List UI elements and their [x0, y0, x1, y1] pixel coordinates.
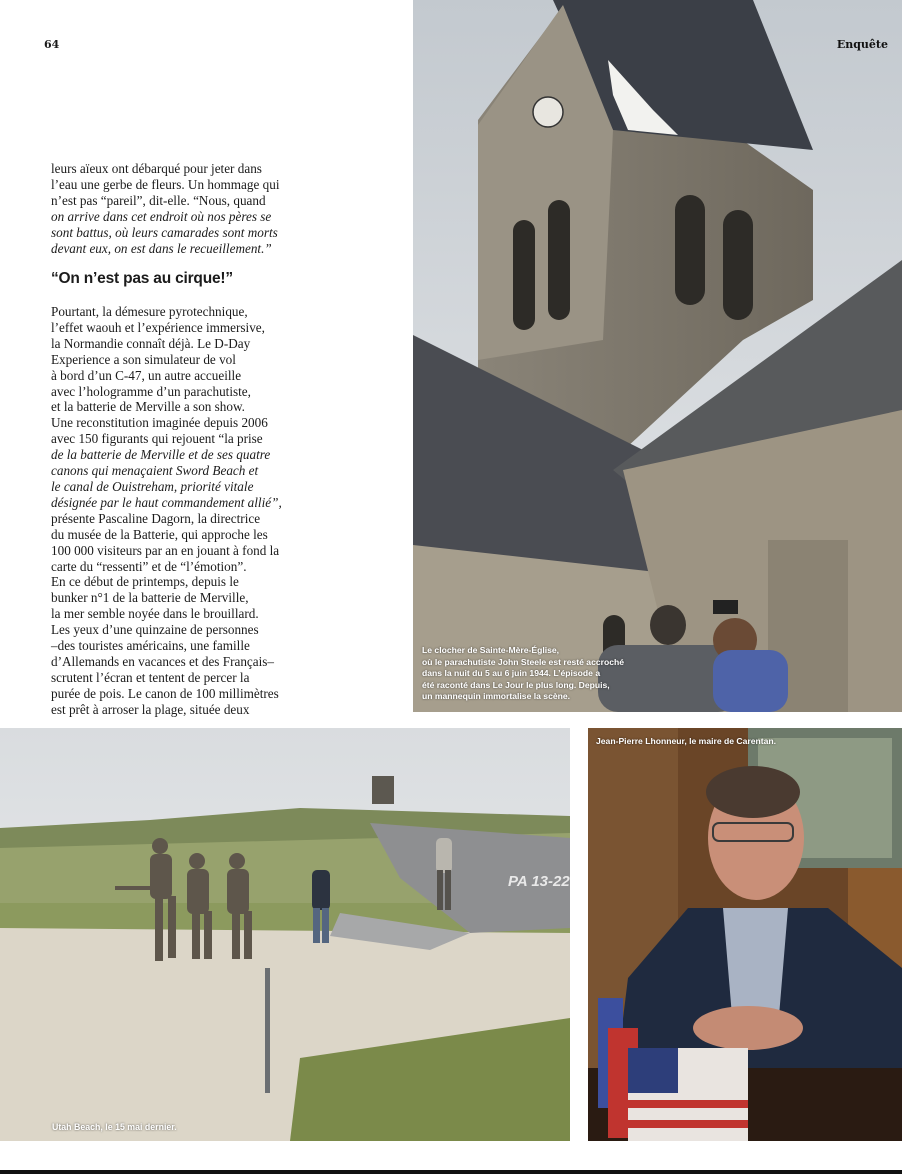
text-line: le canal de Ouistreham, priorité vitale	[51, 478, 254, 494]
page-bottom-rule	[0, 1170, 902, 1174]
photo-church-steeple	[413, 0, 902, 712]
text-line: Pourtant, la démesure pyrotechnique,	[51, 304, 248, 319]
text-line: Experience a son simulateur de vol	[51, 351, 236, 367]
text-line: devant eux, on est dans le recueillement.”	[51, 240, 272, 256]
caption-beach: Utah Beach, le 15 mai dernier.	[52, 1122, 177, 1132]
caption-line: où le parachutiste John Steele est resté accroché	[422, 656, 625, 667]
text-line: présente Pascaline Dagorn, la directrice	[51, 510, 261, 526]
caption-line: dans la nuit du 5 au 6 juin 1944. L’épisode a	[422, 668, 601, 679]
text-line: Les yeux d’une quinzaine de personnes	[51, 622, 259, 638]
text-line: est prêt à arroser la plage, située deux	[51, 701, 250, 717]
text-line: sont battus, où leurs camarades sont morts	[51, 224, 278, 240]
text-line: l’eau une gerbe de fleurs. Un hommage qui	[51, 176, 280, 192]
mayor-illustration	[588, 728, 902, 1141]
text-line: et la batterie de Merville a son show.	[51, 399, 245, 415]
article-paragraph-main	[51, 304, 303, 718]
text-line: 100 000 visiteurs par an en jouant à fond la	[51, 542, 280, 558]
text-line: du musée de la Batterie, qui approche les	[51, 526, 268, 542]
caption-line: un mannequin immortalise la scène.	[422, 691, 571, 702]
text-line: avec 150 figurants qui rejouent “la prise	[51, 431, 263, 447]
church-illustration	[413, 0, 902, 712]
text-line: la mer semble noyée dans le brouillard.	[51, 606, 259, 622]
text-line: bunker n°1 de la batterie de Merville,	[51, 590, 249, 606]
text-line: la Normandie connaît déjà. Le D-Day	[51, 335, 251, 351]
article-subheading: “On n’est pas au cirque!”	[51, 270, 233, 287]
text-line: En ce début de printemps, depuis le	[51, 574, 239, 590]
photo-mayor-portrait	[588, 728, 902, 1141]
text-line: n’est pas “pareil”, dit-elle. “Nous, quand	[51, 192, 266, 208]
text-line: d’Allemands en vacances et des Français–	[51, 653, 275, 669]
text-line: avec l’hologramme d’un parachutiste,	[51, 383, 251, 399]
article-paragraph-intro	[51, 161, 303, 256]
text-line: leurs aïeux ont débarqué pour jeter dans	[51, 161, 262, 176]
text-line: à bord d’un C-47, un autre accueille	[51, 367, 242, 383]
caption-line: Le clocher de Sainte-Mère-Église,	[422, 645, 560, 655]
landing-craft-marking: PA 13-22	[508, 873, 570, 890]
text-line: l’effet waouh et l’expérience immersive,	[51, 319, 265, 335]
text-line: –des touristes américains, une famille	[51, 638, 250, 654]
text-line: désignée par le haut commandement allié”,	[51, 494, 282, 510]
text-line: Une reconstitution imaginée depuis 2006	[51, 415, 268, 431]
text-line: on arrive dans cet endroit où nos pères se	[51, 208, 272, 224]
photo-utah-beach	[0, 728, 570, 1141]
caption-mayor: Jean-Pierre Lhonneur, le maire de Carentan.	[596, 736, 777, 746]
page-number: 64	[44, 38, 60, 51]
caption-church	[422, 645, 682, 703]
beach-illustration	[0, 728, 570, 1141]
text-line: de la batterie de Merville et de ses quatre	[51, 447, 271, 463]
text-line: canons qui menaçaient Sword Beach et	[51, 463, 259, 479]
text-line: carte du “ressenti” et de “l’émotion”.	[51, 558, 247, 574]
text-line: purée de pois. Le canon de 100 millimètres	[51, 685, 279, 701]
caption-line: été raconté dans Le Jour le plus long. Depuis,	[422, 679, 610, 690]
text-line: scrutent l’écran et tentent de percer la	[51, 669, 250, 685]
section-label: Enquête	[836, 38, 888, 51]
